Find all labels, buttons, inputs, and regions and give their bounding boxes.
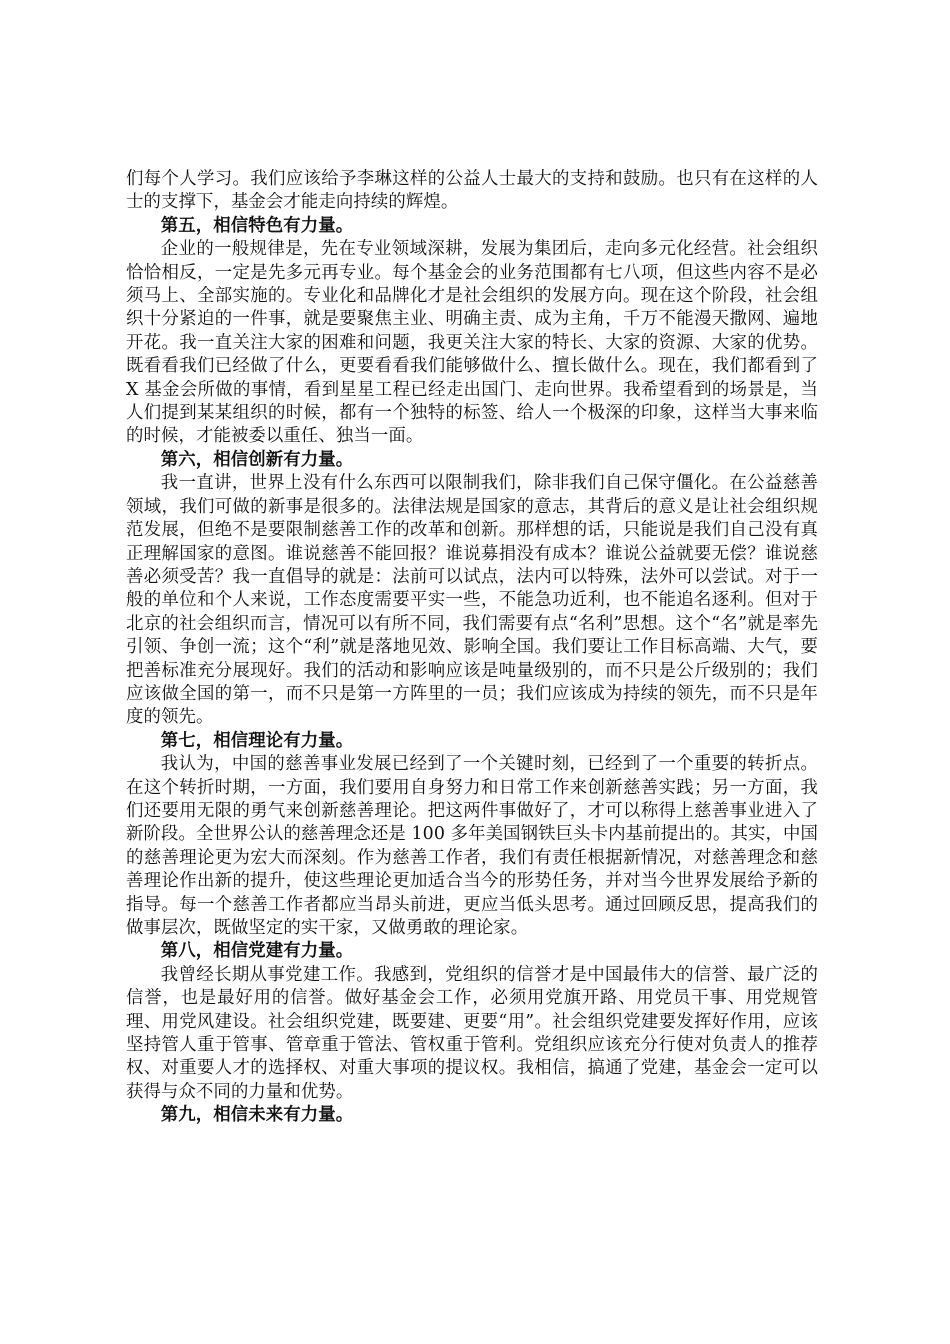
body-paragraph: 我一直讲，世界上没有什么东西可以限制我们，除非我们自己保守僵化。在公益慈善领域，我们可做的新事是很多的。法律法规是国家的意志，其背后的意义是让社会组织规范发展，但绝不是要限制慈善工作的改革和创新。那样想的话，只能说是我们自己没有真正理解国家的意图。谁说慈善不能回报？谁说募捐没有成本？谁说公益就要无偿？谁说慈善必须受苦？我一直倡导的就是：法前可以试点，法内可以特殊，法外可以尝试。对于一般的单位和个人来说，工作态度需要平实一些，不能急功近利，也不能追名逐利。但对于北京的社会组织而言，情况可以有所不同，我们需要有点“名利”思想。这个“名”就是率先引领、争创一流；这个“利”就是落地见效、影响全国。我们要让工作目标高端、大气，要把善标准充分展现好。我们的活动和影响应该是吨量级别的，而不只是公斤级别的；我们应该做全国的第一，而不只是第一方阵里的一员；我们应该成为持续的领先，而不只是年度的领先。 — [126, 473, 818, 728]
section-heading-nine: 第九，相信未来有力量。 — [160, 1105, 354, 1126]
body-paragraph: 我曾经长期从事党建工作。我感到，党组织的信誉才是中国最伟大的信誉、最广泛的信誉，也是最好用的信誉。做好基金会工作，必须用党旗开路、用党员干事、用党规管理、用党风建设。社会组织党建，既要建、更要“用”。社会组织党建要发挥好作用，应该坚持管人重于管事、管章重于管法、管权重于管利。党组织应该充分行使对负责人的推荐权、对重要人才的选择权、对重大事项的提议权。我相信，搞通了党建，基金会一定可以获得与众不同的力量和优势。 — [126, 964, 818, 1102]
section-heading-six: 第六，相信创新有力量。 — [160, 449, 354, 470]
section-heading-five: 第五，相信特色有力量。 — [160, 215, 354, 236]
section-heading-eight: 第八，相信党建有力量。 — [160, 941, 354, 962]
body-paragraph-continued: 们每个人学习。我们应该给予李琳这样的公益人士最大的支持和鼓励。也只有在这样的人士的支撑下，基金会才能走向持续的辉煌。 — [126, 169, 818, 213]
document-page — [126, 168, 818, 1128]
body-paragraph: 我认为，中国的慈善事业发展已经到了一个关键时刻，已经到了一个重要的转折点。在这个转折时期，一方面，我们要用自身努力和日常工作来创新慈善实践；另一方面，我们还要用无限的勇气来创新慈善理论。把这两件事做好了，才可以称得上慈善事业进入了新阶段。全世界公认的慈善理念还是 100 多年美国钢铁巨头卡内基前提出的。其实，中国的慈善理论更为宏大而深刻。作为慈善工作者，我们有责任根据新情况，对慈善理念和慈善理论作出新的提升，使这些理论更加适合当今的形势任务，并对当今世界发展给予新的指导。每一个慈善工作者都应当昂头前进，更应当低头思考。通过回顾反思，提高我们的做事层次，既做坚定的实干家，又做勇敢的理论家。 — [126, 754, 818, 938]
body-paragraph: 企业的一般规律是，先在专业领域深耕，发展为集团后，走向多元化经营。社会组织恰恰相反，一定是先多元再专业。每个基金会的业务范围都有七八项，但这些内容不是必须马上、全部实施的。专业化和品牌化才是社会组织的发展方向。现在这个阶段，社会组织十分紧迫的一件事，就是要聚焦主业、明确主责、成为主角，千万不能漫天撒网、遍地开花。我一直关注大家的困难和问题，我更关注大家的特长、大家的资源、大家的优势。既看看我们已经做了什么，更要看看我们能够做什么、擅长做什么。现在，我们都看到了 X 基金会所做的事情，看到星星工程已经走出国门、走向世界。我希望看到的场景是，当人们提到某某组织的时候，都有一个独特的标签、给人一个极深的印象，这样当大事来临的时候，才能被委以重任、独当一面。 — [126, 239, 818, 447]
section-heading-seven: 第七，相信理论有力量。 — [160, 730, 354, 751]
